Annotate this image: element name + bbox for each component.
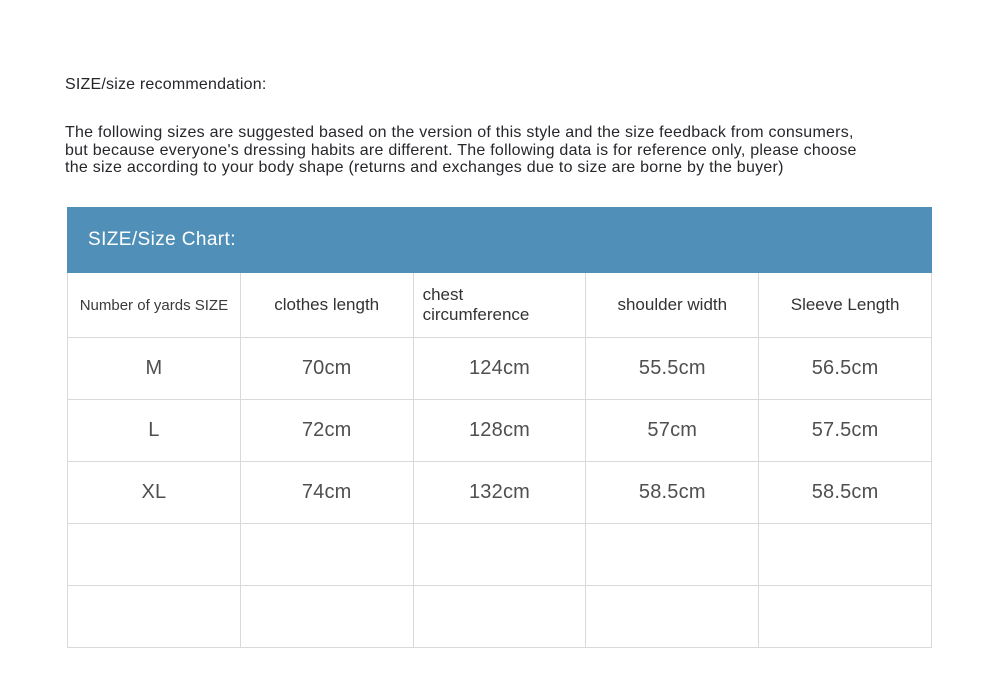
row-l-chest-circumference: 128cm — [414, 400, 587, 462]
row-xl-size-label: XL — [68, 462, 241, 524]
section-title: SIZE/size recommendation: — [65, 76, 267, 93]
row-xl-chest-circumference: 132cm — [414, 462, 587, 524]
empty-cell — [241, 586, 414, 648]
row-m-chest-circumference: 124cm — [414, 338, 587, 400]
row-xl-sleeve-length: 58.5cm — [759, 462, 932, 524]
size-chart-banner — [67, 207, 932, 273]
row-m-shoulder-width: 55.5cm — [586, 338, 759, 400]
size-disclaimer — [65, 124, 857, 177]
row-l-clothes-length: 72cm — [241, 400, 414, 462]
row-m-clothes-length: 70cm — [241, 338, 414, 400]
column-header-label: clothes length — [274, 295, 380, 314]
column-header-sleeve-length — [759, 273, 932, 338]
column-header-size — [68, 273, 241, 338]
column-header-label: chest circumference — [422, 284, 530, 324]
column-header-shoulder-width — [586, 273, 759, 338]
column-header-chest-circumference — [414, 273, 587, 338]
column-header-label: shoulder width — [617, 295, 728, 314]
empty-cell — [241, 524, 414, 586]
column-header-label: Sleeve Length — [790, 295, 900, 314]
row-m-sleeve-length: 56.5cm — [759, 338, 932, 400]
column-header-label: Number of yards SIZE — [79, 296, 229, 314]
size-chart-banner-label: SIZE/Size Chart: — [88, 229, 236, 250]
disclaimer-line: but because everyone's dressing habits are different. The following data is for reference only, please choose — [65, 141, 857, 159]
row-xl-clothes-length: 74cm — [241, 462, 414, 524]
empty-cell — [586, 586, 759, 648]
empty-cell — [759, 524, 932, 586]
empty-cell — [759, 586, 932, 648]
disclaimer-line: The following sizes are suggested based on the version of this style and the size feedback from consumers, — [65, 124, 854, 141]
row-l-size-label: L — [68, 400, 241, 462]
row-m-size-label: M — [68, 338, 241, 400]
column-header-clothes-length — [241, 273, 414, 338]
row-l-shoulder-width: 57cm — [586, 400, 759, 462]
size-chart-table — [67, 273, 932, 648]
row-xl-shoulder-width: 58.5cm — [586, 462, 759, 524]
disclaimer-line: the size according to your body shape (returns and exchanges due to size are borne by the buyer) — [65, 159, 784, 176]
empty-cell — [414, 586, 587, 648]
empty-cell — [68, 586, 241, 648]
row-l-sleeve-length: 57.5cm — [759, 400, 932, 462]
empty-cell — [586, 524, 759, 586]
empty-cell — [68, 524, 241, 586]
empty-cell — [414, 524, 587, 586]
